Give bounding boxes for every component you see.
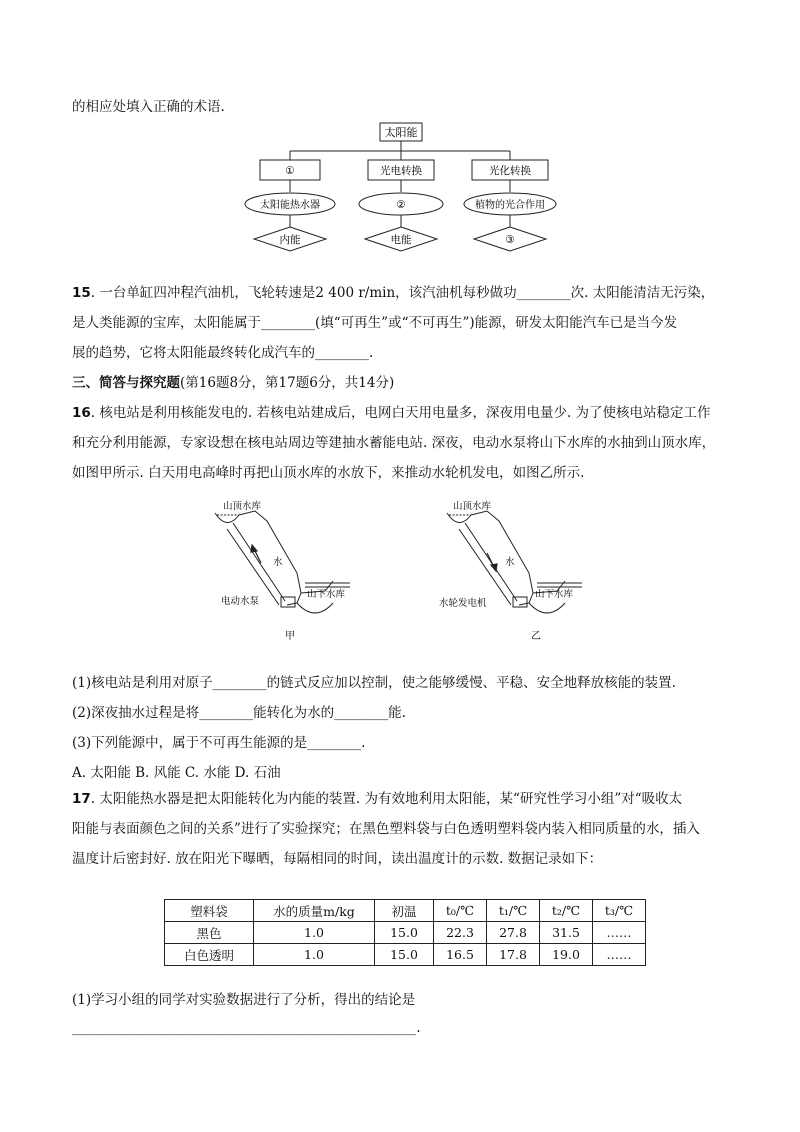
- right-bottom-label: 山下水库: [535, 589, 574, 600]
- q15-line-1: 15. 一台单缸四冲程汽油机，飞轮转速是2 400 r/min，该汽油机每秒做功________次. 太阳能清洁无污染，: [72, 285, 715, 301]
- flow-root: 太阳能: [384, 126, 418, 139]
- table-row: [165, 922, 646, 944]
- q16-number: 16: [72, 405, 91, 421]
- figure-pump-storage-right: [435, 493, 595, 643]
- table-header-cell: 塑料袋: [165, 900, 254, 922]
- table-header-cell: t₀/℃: [434, 900, 487, 922]
- q17-line-3: 温度计后密封好. 放在阳光下曝晒，每隔相同的时间，读出温度计的示数. 数据记录如下：: [72, 851, 603, 867]
- flow-level3-0: 太阳能热水器: [260, 200, 320, 211]
- table-cell: 15.0: [375, 922, 434, 944]
- table-cell: ……: [593, 944, 646, 966]
- section3-note: (第16题8分，第17题6分，共14分): [180, 375, 395, 391]
- table-cell: 22.3: [434, 922, 487, 944]
- section3-title: 三、简答与探究题: [72, 375, 180, 391]
- table-cell: 19.0: [540, 944, 593, 966]
- q15-line-3: 展的趋势，它将太阳能最终转化成汽车的________.: [72, 345, 374, 361]
- q16-line-3: 如图甲所示. 白天用电高峰时再把山顶水库的水放下，来推动水轮机发电，如图乙所示.: [72, 465, 585, 481]
- q16-sub-3: (3)下列能源中，属于不可再生能源的是________.: [72, 735, 366, 751]
- q15-number: 15: [72, 285, 91, 301]
- table-header-row: [165, 900, 646, 922]
- q16-line-2: 和充分利用能源，专家设想在核电站周边等建抽水蓄能电站. 深夜，电动水泵将山下水库的水抽到山顶水库，: [72, 435, 716, 451]
- flow-level4-0: 内能: [279, 234, 301, 246]
- table-header-cell: 初温: [375, 900, 434, 922]
- section3-header: [72, 373, 394, 393]
- q17-answer-line: ___________________________________________________.: [72, 1020, 421, 1036]
- left-caption: 甲: [285, 631, 295, 642]
- q16-sub-2: (2)深夜抽水过程是将________能转化为水的________能.: [72, 705, 406, 721]
- table-cell: 27.8: [487, 922, 540, 944]
- table-cell: 17.8: [487, 944, 540, 966]
- table-cell: 31.5: [540, 922, 593, 944]
- q15-line-2: 是人类能源的宝库，太阳能属于________(填“可再生”或“不可再生”)能源，研发太阳能汽车已是当今发: [72, 315, 678, 331]
- q16-options: A. 太阳能 B. 风能 C. 水能 D. 石油: [72, 765, 281, 781]
- table-cell: 16.5: [434, 944, 487, 966]
- right-machine-label: 水轮发电机: [439, 598, 487, 609]
- table-header-cell: 水的质量m/kg: [254, 900, 375, 922]
- table-header-cell: t₁/℃: [487, 900, 540, 922]
- table-cell: ……: [593, 922, 646, 944]
- flow-level4-1: 电能: [390, 234, 412, 246]
- flow-level4-2: ③: [505, 234, 515, 246]
- table-row: [165, 944, 646, 966]
- intro-line: 的相应处填入正确的术语.: [72, 99, 225, 115]
- flow-level3-1: ②: [396, 199, 406, 211]
- q16-sub-1: (1)核电站是利用对原子________的链式反应加以控制，使之能够缓慢、平稳、安全地释放核能的装置.: [72, 675, 676, 691]
- flow-level2-1: 光电转换: [380, 165, 422, 177]
- table-cell: 黑色: [165, 922, 254, 944]
- table-header-cell: t₃/℃: [593, 900, 646, 922]
- q17-number: 17: [72, 791, 91, 807]
- q17-sub-1: (1)学习小组的同学对实验数据进行了分析，得出的结论是: [72, 992, 416, 1008]
- right-caption: 乙: [531, 631, 541, 642]
- left-top-label: 山顶水库: [223, 501, 262, 512]
- left-machine-label: 电动水泵: [221, 596, 260, 607]
- q16-line-1: 16. 核电站是利用核能发电的. 若核电站建成后，电网白天用电量多，深夜用电量少. 为了使核电站稳定工作: [72, 405, 711, 421]
- table-cell: 15.0: [375, 944, 434, 966]
- solar-energy-flowchart: [240, 118, 560, 258]
- right-water-label: 水: [505, 557, 515, 568]
- figure-pump-storage-left: [205, 493, 365, 643]
- left-water-label: 水: [273, 557, 283, 568]
- q17-line-1: 17. 太阳能热水器是把太阳能转化为内能的装置. 为有效地利用太阳能，某“研究性学习小组”对“吸收太: [72, 791, 683, 807]
- table-cell: 白色透明: [165, 944, 254, 966]
- flow-level3-2: 植物的光合作用: [475, 200, 545, 211]
- table-cell: 1.0: [254, 944, 375, 966]
- left-bottom-label: 山下水库: [307, 589, 346, 600]
- experiment-data-table: [164, 899, 646, 966]
- table-header-cell: t₂/℃: [540, 900, 593, 922]
- table-cell: 1.0: [254, 922, 375, 944]
- right-top-label: 山顶水库: [453, 501, 492, 512]
- q17-line-2: 阳能与表面颜色之间的关系”进行了实验探究；在黑色塑料袋与白色透明塑料袋内装入相同质量的水，插入: [72, 821, 700, 837]
- flow-level2-0: ①: [285, 165, 295, 177]
- flow-level2-2: 光化转换: [489, 165, 531, 177]
